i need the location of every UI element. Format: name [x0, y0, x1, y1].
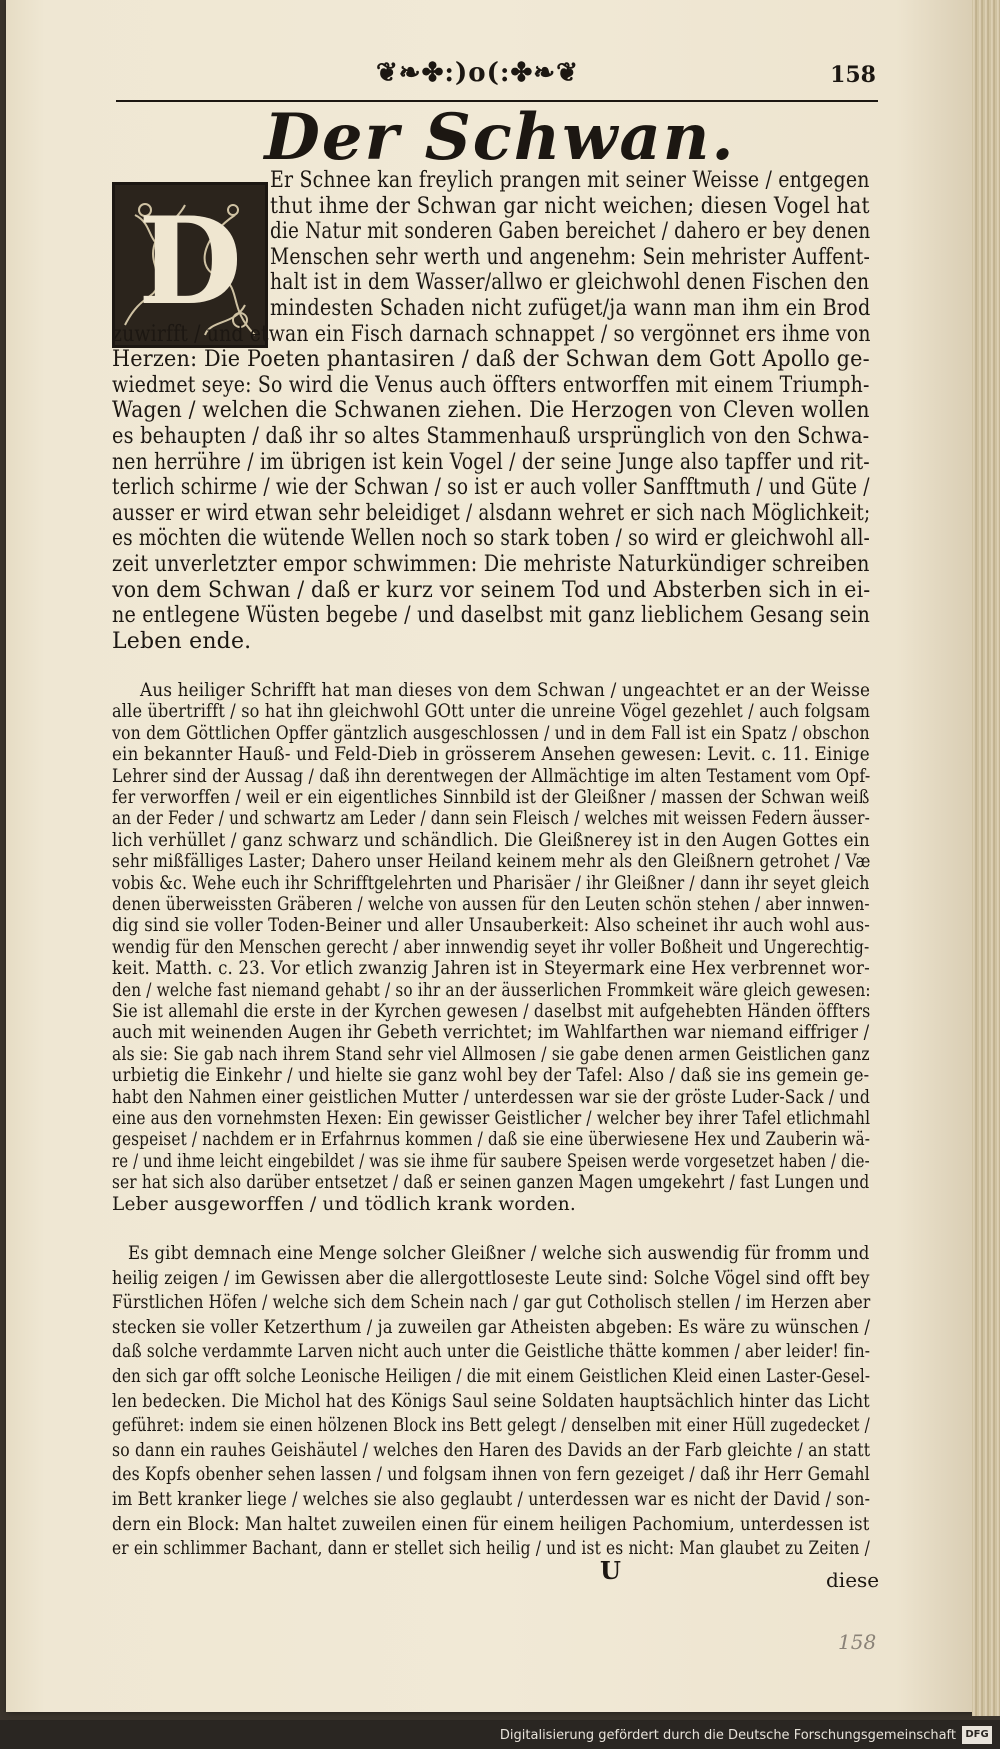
dfg-logo: DFG	[962, 1726, 992, 1744]
text-line: ausser er wird etwan sehr beleidiget / alsdann wehret er sich nach Möglichkeit;	[112, 500, 871, 526]
text-line: alle übertrifft / so hat ihn gleichwohl GOtt unter die unreine Vögel gezehlet / auch folgsam	[112, 701, 871, 723]
text-line: daß solche verdammte Larven nicht auch unter die Geistliche thätte kommen / aber leider! fin-	[112, 1341, 871, 1363]
text-line: den / welche fast niemand gehabt / so ihr an der äusserlichen Frommkeit wäre gleich gewesen:	[112, 979, 871, 1001]
text-line: denen überweissten Gräberen / welche von aussen für den Leuten schön stehen / aber innwen-	[112, 894, 870, 915]
text-line: eine aus den vornehmsten Hexen: Ein gewisser Geistlicher / welcher bey ihrer Tafel etlichmahl	[112, 1108, 871, 1129]
text-line: sehr mißfälliges Laster; Dahero unser Heiland keinem mehr als den Gleißnern getrohet / Væ	[112, 851, 871, 873]
text-line: an der Feder / und schwartz am Leder / dann sein Fleisch / welches mit weissen Federn äusser-	[112, 808, 870, 830]
text-line: heilig zeigen / im Gewissen aber die allergottloseste Leute sind: Solche Vögel sind offt bey	[112, 1267, 870, 1289]
text-line: Es gibt demnach eine Menge solcher Gleißner / welche sich auswendig für fromm und	[128, 1243, 870, 1264]
text-line: ein bekannter Hauß- und Feld-Dieb in grösserem Ansehen gewesen: Levit. c. 11. Einige	[112, 744, 870, 766]
text-line: stecken sie voller Ketzerthum / ja zuweilen gar Atheisten abgeben: Es wäre zu wünschen /	[112, 1316, 870, 1338]
text-line: Herzen: Die Poeten phantasiren / daß der Schwan dem Gott Apollo ge-	[112, 347, 870, 373]
text-line: nen herrühre / im übrigen ist kein Vogel / der seine Junge also tapffer und rit-	[112, 449, 870, 475]
text-line: Leber ausgeworffen / und tödlich krank worden.	[112, 1193, 576, 1215]
text-line: wendig für den Menschen gerecht / aber innwendig seyet ihr voller Boßheit und Ungerechtig-	[112, 936, 870, 958]
text-line: es behaupten / daß ihr so altes Stammenhauß ursprünglich von den Schwa-	[112, 424, 870, 449]
text-line: dig sind sie voller Toden-Beiner und aller Unsauberkeit: Also scheinet ihr auch wohl aus-	[112, 915, 871, 937]
header-ornament: ❦❧✤:)ο(:✤❧❦	[376, 58, 579, 88]
text-line: Aus heiliger Schrifft hat man dieses von dem Schwan / ungeachtet er an der Weisse	[140, 680, 871, 701]
chapter-title: Der Schwan.	[264, 100, 736, 175]
page-edge	[972, 0, 1000, 1716]
text-line: habt den Nahmen einer geistlichen Mutter / unterdessen war sie der gröste Luder-Sack / und	[112, 1086, 870, 1108]
text-line: Fürstlichen Höfen / welche sich dem Schein nach / gar gut Cotholisch stellen / im Herzen aber	[112, 1292, 871, 1314]
text-line: thut ihme der Schwan gar nicht weichen; diesen Vogel hat	[270, 193, 870, 219]
text-line: so dann ein rauhes Geishäutel / welches den Haren des Davids an der Farb gleichte / an statt	[112, 1439, 871, 1461]
text-line: lich verhüllet / ganz schwarz und schändlich. Die Gleißnerey ist in den Augen Gottes ein	[112, 829, 870, 851]
initial-letter: D	[137, 191, 243, 332]
text-line: im Bett kranker liege / welches sie also geglaubt / unterdessen war es nicht der David / son-	[112, 1489, 871, 1510]
text-line: des Kopfs obenher sehen lassen / und folgsam ihnen von fern gezeiget / daß ihr Herr Gemahl	[112, 1464, 870, 1486]
page-number: 158	[830, 62, 876, 88]
text-line: dern ein Block: Man haltet zuweilen einen für einem heiligen Pachomium, unterdessen ist	[112, 1513, 870, 1535]
catchword: diese	[826, 1568, 880, 1592]
text-line: Lehrer sind der Aussag / daß ihn derentwegen der Allmächtige im alten Testament vom Opf-	[112, 765, 871, 787]
text-line: geführet: indem sie einen hölzenen Block ins Bett gelegt / denselben mit einer Hüll zugedecket /	[112, 1415, 870, 1437]
text-line: ser hat sich also darüber entsetzet / daß er seinen ganzen Magen umgekehrt / fast Lungen und	[112, 1172, 870, 1194]
text-line: es möchten die wütende Wellen noch so stark toben / so wird er gleichwohl all-	[112, 526, 870, 552]
text-line: Er Schnee kan freylich prangen mit seiner Weisse / entgegen	[270, 168, 870, 193]
text-line: Menschen sehr werth und angenehm: Sein mehrister Auffent-	[270, 244, 870, 270]
text-line: mindesten Schaden nicht zufüget/ja wann man ihm ein Brod	[270, 296, 871, 321]
text-line: er ein schlimmer Bachant, dann er stellet sich heilig / und ist es nicht: Man glaubet zu Zeiten /	[112, 1538, 870, 1560]
text-line: auch mit weinenden Augen ihr Gebeth verrichtet; im Wahlfarthen war niemand eiffriger /	[112, 1022, 870, 1044]
text-line: ne entlegene Wüsten begebe / und daselbst mit ganz lieblichem Gesang sein	[112, 603, 871, 629]
text-line: den sich gar offt solche Leonische Heiligen / die mit einem Geistlichen Kleid einen Laster-Gesel-	[112, 1366, 871, 1387]
text-line: die Natur mit sonderen Gaben bereichet / dahero er bey denen	[270, 219, 871, 245]
text-line: terlich schirme / wie der Schwan / so ist er auch voller Sanfftmuth / und Güte /	[112, 475, 870, 501]
text-line: keit. Matth. c. 23. Vor etlich zwanzig Jahren ist in Steyermark eine Hex verbrennet wor-	[112, 958, 870, 980]
text-line: Leben ende.	[112, 628, 252, 654]
text-line: von dem Göttlichen Opffer gäntzlich ausgeschlossen / und in dem Fall ist ein Spatz / obschon	[112, 722, 870, 744]
text-line: vobis &c. Wehe euch ihr Schrifftgelehrten und Pharisäer / ihr Gleißner / dann ihr seyet gleich	[112, 872, 870, 894]
text-line: fer verworffen / weil er ein eigentliches Sinnbild ist der Gleißner / massen der Schwan weiß	[112, 787, 870, 808]
footer-credit: Digitalisierung gefördert durch die Deutsche Forschungsgemeinschaft	[499, 1728, 956, 1743]
text-line: zeit unverletzter empor schwimmen: Die mehriste Naturkündiger schreiben	[112, 552, 870, 577]
text-line: halt ist in dem Wasser/allwo er gleichwohl denen Fischen den	[270, 270, 870, 296]
text-line: re / und ihme leicht eingebildet / was sie ihme für saubere Speisen werde vorgesetzet haben / die-	[112, 1150, 870, 1172]
running-header	[116, 58, 876, 94]
signature-mark: U	[600, 1556, 621, 1585]
text-line: als sie: Sie gab nach ihrem Stand sehr viel Allmosen / sie gabe denen armen Geistlichen ganz	[112, 1043, 870, 1065]
text-line: wiedmet seye: So wird die Venus auch öffters entworffen mit einem Triumph-	[112, 372, 870, 398]
text-line: zuwirfft / und etwan ein Fisch darnach schnappet / so vergönnet ers ihme von	[112, 321, 871, 347]
text-line: urbietig die Einkehr / und hielte sie ganz wohl bey der Tafel: Also / daß sie ins gemein ge-	[112, 1065, 870, 1087]
text-line: Sie ist allemahl die erste in der Kyrchen gewesen / daselbst mit aufgehebten Händen öffters	[112, 1001, 871, 1022]
text-line: len bedecken. Die Michol hat des Königs Saul seine Soldaten hauptsächlich hinter das Licht	[112, 1390, 870, 1412]
text-line: von dem Schwan / daß er kurz vor seinem Tod und Absterben sich in ei-	[112, 577, 871, 603]
text-line: gespeiset / nachdem er in Erfahrnus kommen / daß sie eine überwiesene Hex und Zauberin wä-	[112, 1129, 871, 1151]
text-line: Wagen / welchen die Schwanen ziehen. Die Herzogen von Cleven wollen	[112, 398, 870, 424]
pencil-page-number: 158	[838, 1630, 877, 1654]
